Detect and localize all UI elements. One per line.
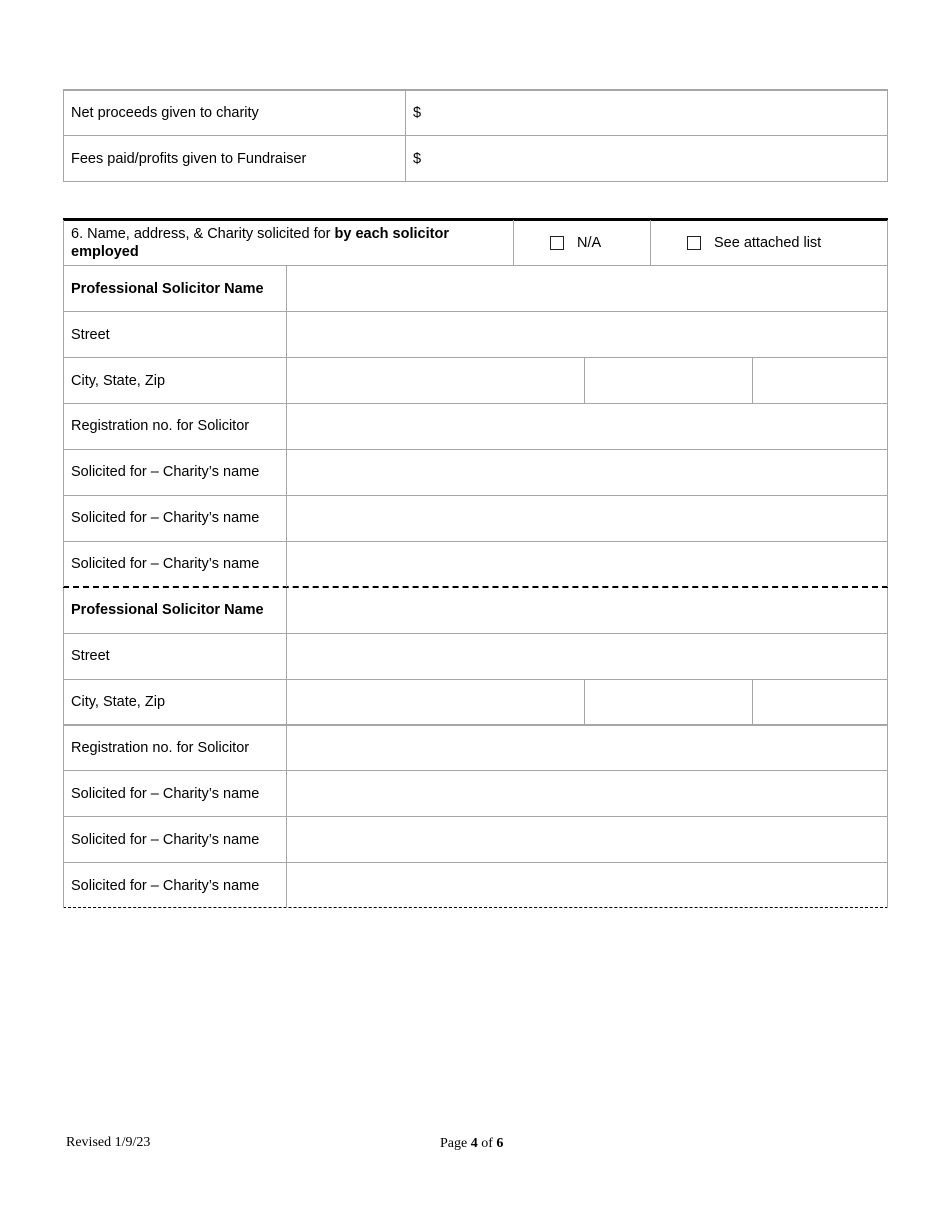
table-border (752, 679, 753, 725)
net-proceeds-label: Net proceeds given to charity (71, 105, 259, 121)
state-field[interactable] (588, 682, 749, 722)
see-attached-checkbox[interactable] (687, 236, 701, 250)
fees-paid-label: Fees paid/profits given to Fundraiser (71, 151, 307, 167)
solicitor-name-field[interactable] (290, 590, 884, 631)
table-border (63, 495, 888, 496)
table-border (63, 541, 888, 542)
table-border (513, 220, 514, 266)
charity-name-field[interactable] (290, 866, 884, 905)
page-of: of (477, 1136, 497, 1151)
page-total: 6 (496, 1136, 504, 1151)
charity-name-field[interactable] (290, 498, 884, 539)
currency-symbol: $ (413, 151, 422, 167)
city-state-zip-label: City, State, Zip (71, 694, 166, 710)
table-border (63, 220, 64, 266)
see-attached-label: See attached list (714, 235, 822, 251)
charity-name-label: Solicited for – Charity’s name (71, 510, 260, 526)
table-border (63, 862, 888, 863)
charity-name-label: Solicited for – Charity’s name (71, 832, 260, 848)
city-state-zip-label: City, State, Zip (71, 373, 166, 389)
charity-name-field[interactable] (290, 820, 884, 860)
table-border (63, 724, 888, 726)
street-field[interactable] (290, 314, 884, 355)
currency-symbol: $ (413, 105, 422, 121)
table-border (63, 357, 888, 358)
charity-name-label: Solicited for – Charity’s name (71, 556, 260, 572)
table-border (887, 220, 888, 266)
net-proceeds-field[interactable] (428, 92, 883, 133)
table-border (63, 265, 64, 587)
table-border (63, 816, 888, 817)
charity-name-label: Solicited for – Charity’s name (71, 786, 260, 802)
table-border (584, 357, 585, 403)
table-border (887, 89, 888, 182)
zip-field[interactable] (756, 682, 884, 722)
section-header-prefix: 6. Name, address, & Charity solicited for (71, 226, 335, 242)
table-border (63, 770, 888, 771)
table-border (286, 265, 287, 587)
zip-field[interactable] (756, 360, 884, 401)
table-border (405, 89, 406, 182)
table-border (63, 633, 888, 634)
revised-date: Revised 1/9/23 (66, 1135, 151, 1150)
table-border (584, 679, 585, 725)
page-number (440, 1136, 503, 1152)
block-bottom-border (63, 907, 888, 908)
table-border (63, 679, 888, 680)
fees-paid-field[interactable] (428, 138, 883, 179)
table-border (63, 265, 888, 266)
section-header-bold: by each solicitor (334, 226, 449, 242)
street-label: Street (71, 327, 110, 343)
street-field[interactable] (290, 636, 884, 677)
table-border (887, 265, 888, 587)
section-header-text (71, 225, 501, 261)
state-field[interactable] (588, 360, 749, 401)
block-separator (63, 586, 888, 588)
table-border (752, 357, 753, 403)
table-border (63, 89, 64, 182)
charity-name-field[interactable] (290, 544, 884, 584)
solicitor-name-field[interactable] (290, 268, 884, 309)
charity-name-label: Solicited for – Charity’s name (71, 464, 260, 480)
registration-label: Registration no. for Solicitor (71, 740, 250, 756)
table-border (63, 89, 888, 91)
na-label: N/A (577, 235, 602, 251)
table-border (63, 403, 888, 404)
page-current: 4 (470, 1136, 478, 1151)
table-border (63, 181, 888, 182)
table-border (650, 220, 651, 266)
table-border (63, 311, 888, 312)
charity-name-field[interactable] (290, 452, 884, 493)
city-field[interactable] (290, 682, 581, 722)
table-border (63, 449, 888, 450)
section-header-bold-line2: employed (71, 244, 139, 260)
page-prefix: Page (440, 1136, 471, 1151)
solicitor-name-label: Professional Solicitor Name (71, 281, 264, 297)
table-border (63, 135, 888, 136)
registration-label: Registration no. for Solicitor (71, 418, 250, 434)
charity-name-field[interactable] (290, 774, 884, 814)
table-border (286, 588, 287, 908)
registration-field[interactable] (290, 728, 884, 768)
section-top-border (63, 218, 888, 221)
solicitor-name-label: Professional Solicitor Name (71, 602, 264, 618)
charity-name-label: Solicited for – Charity’s name (71, 878, 260, 894)
na-checkbox[interactable] (550, 236, 564, 250)
registration-field[interactable] (290, 406, 884, 447)
street-label: Street (71, 648, 110, 664)
city-field[interactable] (290, 360, 581, 401)
table-border (63, 588, 64, 908)
table-border (887, 588, 888, 908)
